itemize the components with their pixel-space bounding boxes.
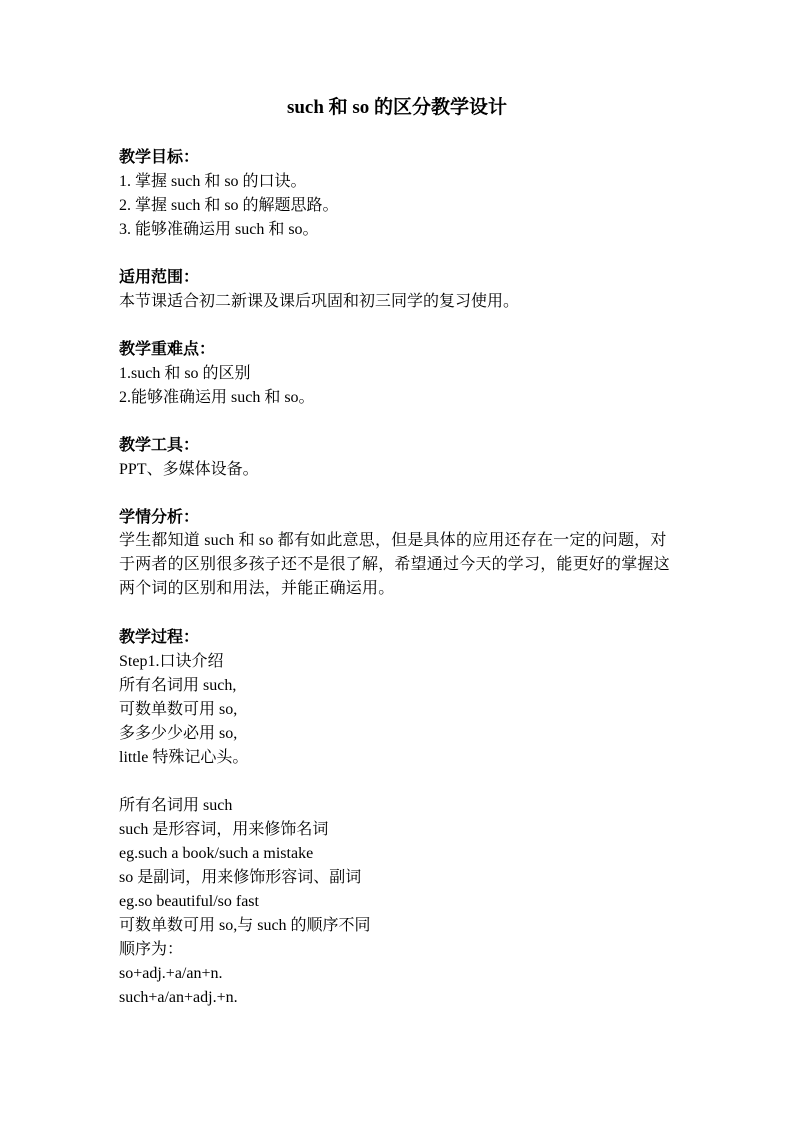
key-points-heading: 教学重难点： xyxy=(119,341,216,358)
key-point-item: 1.such 和 so 的区别 xyxy=(119,365,251,382)
tools-text: PPT、多媒体设备。 xyxy=(119,461,259,478)
analysis-heading: 学情分析： xyxy=(119,509,200,526)
tools-heading: 教学工具： xyxy=(119,437,200,454)
rhyme-line: little 特殊记心头。 xyxy=(119,749,249,766)
explanation-line: such+a/an+adj.+n. xyxy=(119,989,238,1006)
process-step1: Step1.口诀介绍 xyxy=(119,653,224,670)
analysis-text: 学生都知道 such 和 so 都有如此意思，但是具体的应用还存在一定的问题，对于两者的区别很多孩子还不是很了解，希望通过今天的学习，能更好的掌握这两个词的区别和用法，并能正确运用。 xyxy=(119,532,670,597)
objective-item: 3. 能够准确运用 such 和 so。 xyxy=(119,221,319,238)
objective-item: 2. 掌握 such 和 so 的解题思路。 xyxy=(119,197,339,214)
scope-text: 本节课适合初二新课及课后巩固和初三同学的复习使用。 xyxy=(119,293,520,310)
objective-item: 1. 掌握 such 和 so 的口诀。 xyxy=(119,173,307,190)
document-title: such 和 so 的区分教学设计 xyxy=(286,97,508,118)
explanation-line: so+adj.+a/an+n. xyxy=(119,965,223,982)
explanation-line: 所有名词用 such xyxy=(119,797,233,814)
rhyme-line: 所有名词用 such, xyxy=(119,677,237,694)
explanation-line: such 是形容词，用来修饰名词 xyxy=(119,821,329,838)
explanation-line: 可数单数可用 so,与 such 的顺序不同 xyxy=(119,917,371,934)
explanation-line: so 是副词，用来修饰形容词、副词 xyxy=(119,869,362,886)
explanation-line: eg.so beautiful/so fast xyxy=(119,893,259,910)
objectives-heading: 教学目标： xyxy=(119,149,200,166)
rhyme-line: 多多少少必用 so, xyxy=(119,725,238,742)
explanation-line: eg.such a book/such a mistake xyxy=(119,845,314,862)
scope-heading: 适用范围： xyxy=(119,269,200,286)
process-heading: 教学过程： xyxy=(119,629,200,646)
explanation-line: 顺序为： xyxy=(119,941,184,958)
rhyme-line: 可数单数可用 so, xyxy=(119,701,238,718)
key-point-item: 2.能够准确运用 such 和 so。 xyxy=(119,389,315,406)
